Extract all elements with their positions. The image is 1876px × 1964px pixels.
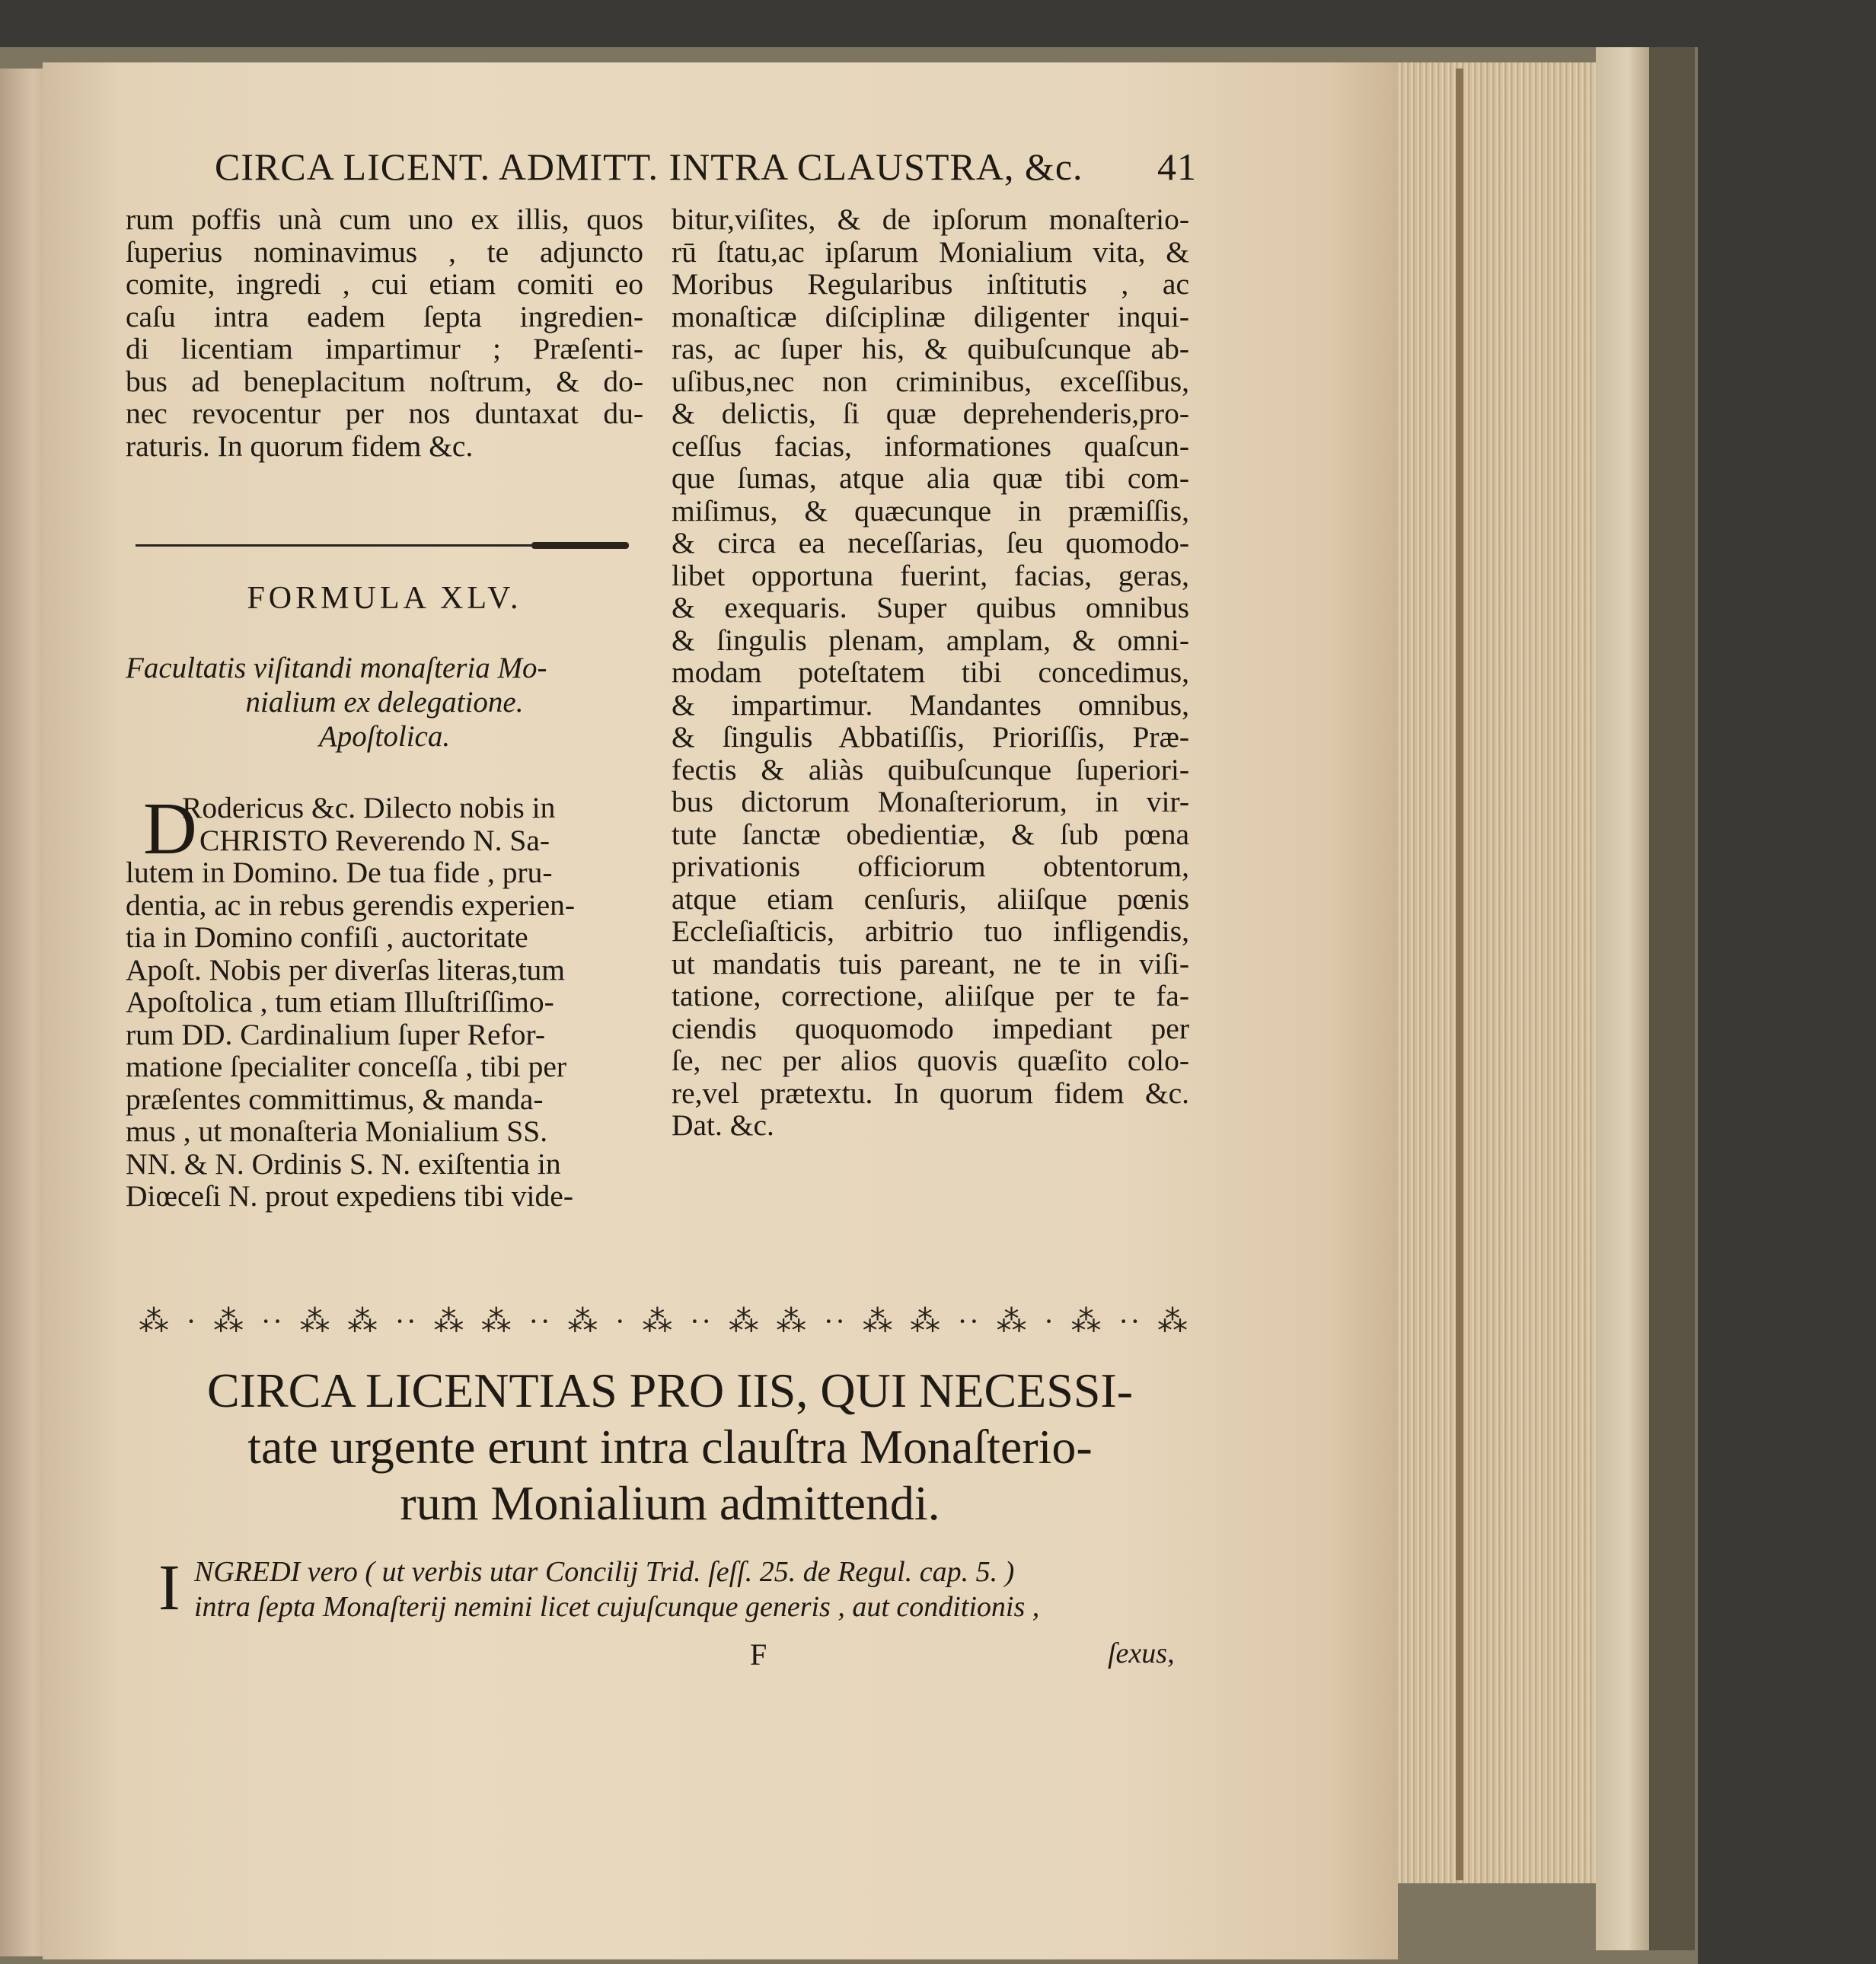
text-line: ſuperius nominavimus , te adjuncto bbox=[126, 234, 643, 269]
text-line: ras, ac ſuper his, & quibuſcunque ab- bbox=[672, 332, 1189, 365]
text-line: tute ſanctæ obedientiæ, & ſub pœna bbox=[672, 817, 1189, 851]
text-line: bitur,viſites, & de ipſorum monaſterio- bbox=[672, 202, 1189, 236]
text-line: dentia, ac in rebus gerendis experien- bbox=[126, 888, 576, 922]
text-line: Apoſt. Nobis per diverſas literas,tum bbox=[126, 952, 566, 987]
cover-shadow bbox=[1649, 47, 1695, 1950]
text-line: re,vel prætextu. In quorum fidem &c. bbox=[672, 1076, 1189, 1110]
heading-line: tate urgente erunt intra clauſtra Monaſterio- bbox=[247, 1420, 1093, 1474]
page-number: 41 bbox=[1157, 145, 1197, 188]
text-line: bus dictorum Monaſteriorum, in vir- bbox=[672, 785, 1189, 818]
left-column-body bbox=[126, 788, 643, 1213]
text-line: di licentiam impartimur ; Præſenti- bbox=[126, 332, 643, 365]
text-line: raturis. In quorum fidem &c. bbox=[126, 429, 474, 463]
text-line: fectis & aliàs quibuſcunque ſuperiori- bbox=[672, 752, 1189, 786]
text-line: præſentes committimus, & manda- bbox=[126, 1082, 544, 1116]
section-rule-end bbox=[531, 542, 629, 549]
heading-line: rum Monialium admittendi. bbox=[400, 1476, 940, 1530]
text-line: libet opportuna fuerint, facias, geras, bbox=[672, 558, 1189, 592]
text-line: matione ſpecialiter conceſſa , tibi per bbox=[126, 1050, 567, 1083]
running-header bbox=[215, 145, 1197, 189]
text-line: & delictis, ſi quæ deprehenderis,pro- bbox=[672, 397, 1189, 430]
right-column bbox=[672, 203, 1189, 1142]
text-line: que ſumas, atque alia quæ tibi com- bbox=[672, 461, 1189, 495]
page-block-edges bbox=[1398, 62, 1596, 1883]
text-line: rū ſtatu,ac ipſarum Monialium vita, & bbox=[672, 234, 1189, 269]
text-line: Rodericus &c. Dilecto nobis in bbox=[182, 791, 556, 824]
page-block-shadow bbox=[1456, 69, 1463, 1880]
text-line: Eccleſiaſticis, arbitrio tuo infligendis, bbox=[672, 914, 1189, 948]
text-line: & impartimur. Mandantes omnibus, bbox=[672, 687, 1189, 722]
drop-cap: I bbox=[158, 1551, 180, 1624]
bottom-paragraph bbox=[194, 1554, 1207, 1624]
text-line: monaſticæ diſciplinæ diligenter inqui- bbox=[672, 299, 1189, 333]
facing-page-edge bbox=[0, 69, 47, 1956]
text-line: comite, ingredi , cui etiam comiti eo bbox=[126, 267, 643, 301]
text-line: lutem in Domino. De tua fide , pru- bbox=[126, 856, 553, 889]
text-line: miſimus, & quæcunque in præmiſſis, bbox=[672, 493, 1189, 528]
subtitle-line: Facultatis viſitandi monaſteria Mo- bbox=[126, 652, 547, 684]
section-heading bbox=[145, 1363, 1195, 1532]
left-column-top bbox=[126, 203, 643, 462]
text-line: ſe, nec per alios quovis quæſito colo- bbox=[672, 1044, 1189, 1077]
text-line: bus ad beneplacitum noſtrum, & do- bbox=[126, 364, 643, 398]
drop-cap: D bbox=[143, 788, 197, 870]
text-line: rum DD. Cardinalium ſuper Refor- bbox=[126, 1017, 545, 1051]
signature-mark: F bbox=[750, 1637, 767, 1672]
text-line: modam poteſtatem tibi concedimus, bbox=[672, 655, 1189, 689]
catchword: ſexus, bbox=[1108, 1637, 1175, 1669]
formula-subtitle bbox=[126, 651, 643, 754]
text-line: Moribus Regularibus inſtitutis , ac bbox=[672, 267, 1189, 301]
text-line: & ſingulis plenam, amplam, & omni- bbox=[672, 623, 1189, 657]
text-line: Diœceſi N. prout expediens tibi vide- bbox=[126, 1179, 573, 1213]
text-line: & circa ea neceſſarias, ſeu quomodo- bbox=[672, 526, 1189, 560]
running-title: CIRCA LICENT. ADMITT. INTRA CLAUSTRA, &c. bbox=[215, 145, 1083, 188]
printers-ornament: ⁂·⁂··⁂⁂··⁂⁂··⁂·⁂··⁂⁂··⁂⁂··⁂·⁂··⁂ bbox=[139, 1304, 1189, 1338]
heading-line: CIRCA LICENTIAS PRO IIS, QUI NECESSI- bbox=[206, 1363, 1134, 1417]
text-line: tia in Domino confiſi , auctoritate bbox=[126, 920, 528, 954]
text-line: rum poffis unà cum uno ex illis, quos bbox=[126, 202, 643, 236]
text-line: ceſſus facias, informationes quaſcun- bbox=[672, 429, 1189, 463]
text-line: mus , ut monaſteria Monialium SS. bbox=[126, 1114, 548, 1148]
text-line: & ſingulis Abbatiſſis, Prioriſſis, Præ- bbox=[672, 720, 1189, 754]
text-line: caſu intra eadem ſepta ingredien- bbox=[126, 299, 643, 333]
text-line: ciendis quoquomodo impediant per bbox=[672, 1011, 1189, 1045]
text-line: · CHRISTO Reverendo N. Sa- bbox=[182, 823, 550, 857]
subtitle-line: nialium ex delegatione. bbox=[245, 686, 524, 719]
text-line: tatione, correctione, aliiſque per te fa- bbox=[672, 979, 1189, 1012]
section-rule bbox=[136, 544, 531, 547]
text-line: Dat. &c. bbox=[672, 1108, 774, 1142]
text-line: uſibus,nec non criminibus, exceſſibus, bbox=[672, 364, 1189, 398]
text-line: Apoſtolica , tum etiam Illuſtriſſimo- bbox=[126, 985, 554, 1019]
subtitle-line: Apoſtolica. bbox=[318, 720, 451, 753]
text-line: nec revocentur per nos duntaxat du- bbox=[126, 397, 643, 430]
text-line: atque etiam cenſuris, aliiſque pœnis bbox=[672, 882, 1189, 916]
text-line: NGREDI vero ( ut verbis utar Concilij Trid. ſeſſ. 25. de Regul. cap. 5. ) bbox=[194, 1556, 1015, 1588]
text-line: privationis officiorum obtentorum, bbox=[672, 850, 1189, 883]
formula-title: FORMULA XLV. bbox=[247, 581, 522, 616]
text-line: NN. & N. Ordinis S. N. exiſtentia in bbox=[126, 1146, 561, 1181]
book-cover-edge bbox=[1596, 47, 1649, 1950]
text-line: intra ſepta Monaſterij nemini licet cujuſcunque generis , aut conditionis , bbox=[194, 1591, 1040, 1623]
text-line: & exequaris. Super quibus omnibus bbox=[672, 591, 1189, 624]
text-line: ut mandatis tuis pareant, ne te in viſi- bbox=[672, 946, 1189, 980]
